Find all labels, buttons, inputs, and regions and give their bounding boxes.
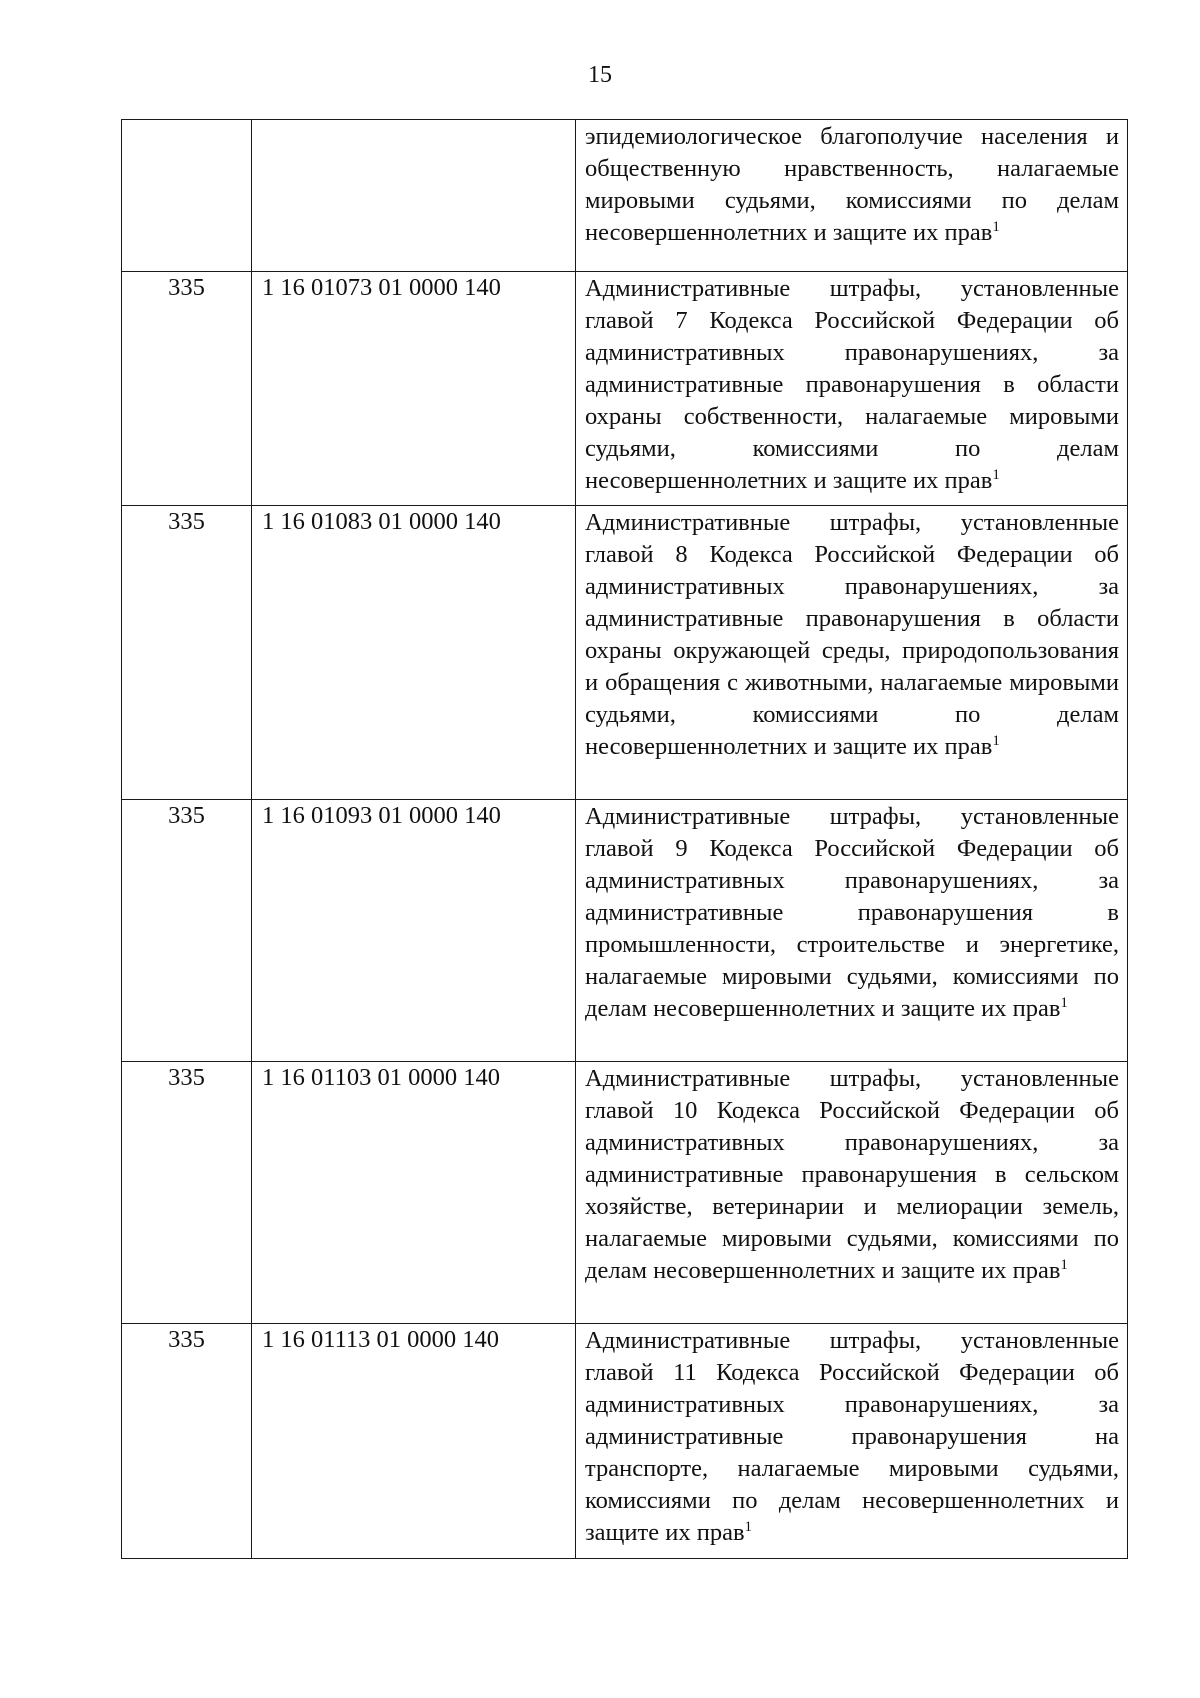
budget-code-cell: 1 16 01093 01 0000 140 bbox=[252, 800, 576, 1062]
footnote-marker: 1 bbox=[1060, 995, 1068, 1011]
budget-code-cell bbox=[252, 120, 576, 272]
description-cell bbox=[576, 272, 1128, 506]
footnote-marker: 1 bbox=[992, 733, 1000, 749]
admin-code-cell: 335 bbox=[122, 1062, 252, 1324]
table-row bbox=[122, 272, 1128, 506]
description-text: Административные штрафы, установленные главой 9 Кодекса Российской Федерации об административных правонарушениях, за административные правонарушения в промышленности, строительстве и энергетике, налагаемые мировыми судьями, комиссиями по делам несовершеннолетних и защите их прав bbox=[585, 803, 1119, 1022]
budget-code-cell: 1 16 01103 01 0000 140 bbox=[252, 1062, 576, 1324]
admin-code-cell: 335 bbox=[122, 506, 252, 800]
table-row bbox=[122, 120, 1128, 272]
description-cell bbox=[576, 800, 1128, 1062]
description-text: эпидемиологическое благополучие населения и общественную нравственность, налагаемые мировыми судьями, комиссиями по делам несовершеннолетних и защите их прав bbox=[585, 123, 1119, 246]
footnote-marker: 1 bbox=[992, 219, 1000, 235]
admin-code-cell: 335 bbox=[122, 800, 252, 1062]
table-row bbox=[122, 1324, 1128, 1559]
revenue-codes-table bbox=[121, 119, 1128, 1559]
description-cell bbox=[576, 506, 1128, 800]
description-text: Административные штрафы, установленные главой 8 Кодекса Российской Федерации об административных правонарушениях, за административные правонарушения в области охраны окружающей среды, природопользования и обращения с животными, налагаемые мировыми судьями, комиссиями по делам несовершеннолетних и защите их прав bbox=[585, 509, 1119, 760]
description-text: Административные штрафы, установленные главой 7 Кодекса Российской Федерации об административных правонарушениях, за административные правонарушения в области охраны собственности, налагаемые мировыми судьями, комиссиями по делам несовершеннолетних и защите их прав bbox=[585, 275, 1119, 494]
admin-code-cell: 335 bbox=[122, 272, 252, 506]
description-cell bbox=[576, 1062, 1128, 1324]
description-cell bbox=[576, 1324, 1128, 1559]
footnote-marker: 1 bbox=[1060, 1257, 1068, 1273]
description-text: Административные штрафы, установленные главой 10 Кодекса Российской Федерации об административных правонарушениях, за административные правонарушения в сельском хозяйстве, ветеринарии и мелиорации земель, налагаемые мировыми судьями, комиссиями по делам несовершеннолетних и защите их прав bbox=[585, 1065, 1119, 1284]
table-row bbox=[122, 1062, 1128, 1324]
page-number: 15 bbox=[588, 62, 612, 88]
footnote-marker: 1 bbox=[992, 467, 1000, 483]
budget-code-cell: 1 16 01073 01 0000 140 bbox=[252, 272, 576, 506]
admin-code-cell: 335 bbox=[122, 1324, 252, 1559]
budget-code-cell: 1 16 01113 01 0000 140 bbox=[252, 1324, 576, 1559]
description-text: Административные штрафы, установленные главой 11 Кодекса Российской Федерации об административных правонарушениях, за административные правонарушения на транспорте, налагаемые мировыми судьями, комиссиями по делам несовершеннолетних и защите их прав bbox=[585, 1327, 1119, 1546]
table-row bbox=[122, 506, 1128, 800]
footnote-marker: 1 bbox=[744, 1519, 753, 1535]
table-row bbox=[122, 800, 1128, 1062]
budget-code-cell: 1 16 01083 01 0000 140 bbox=[252, 506, 576, 800]
admin-code-cell bbox=[122, 120, 252, 272]
description-cell bbox=[576, 120, 1128, 272]
